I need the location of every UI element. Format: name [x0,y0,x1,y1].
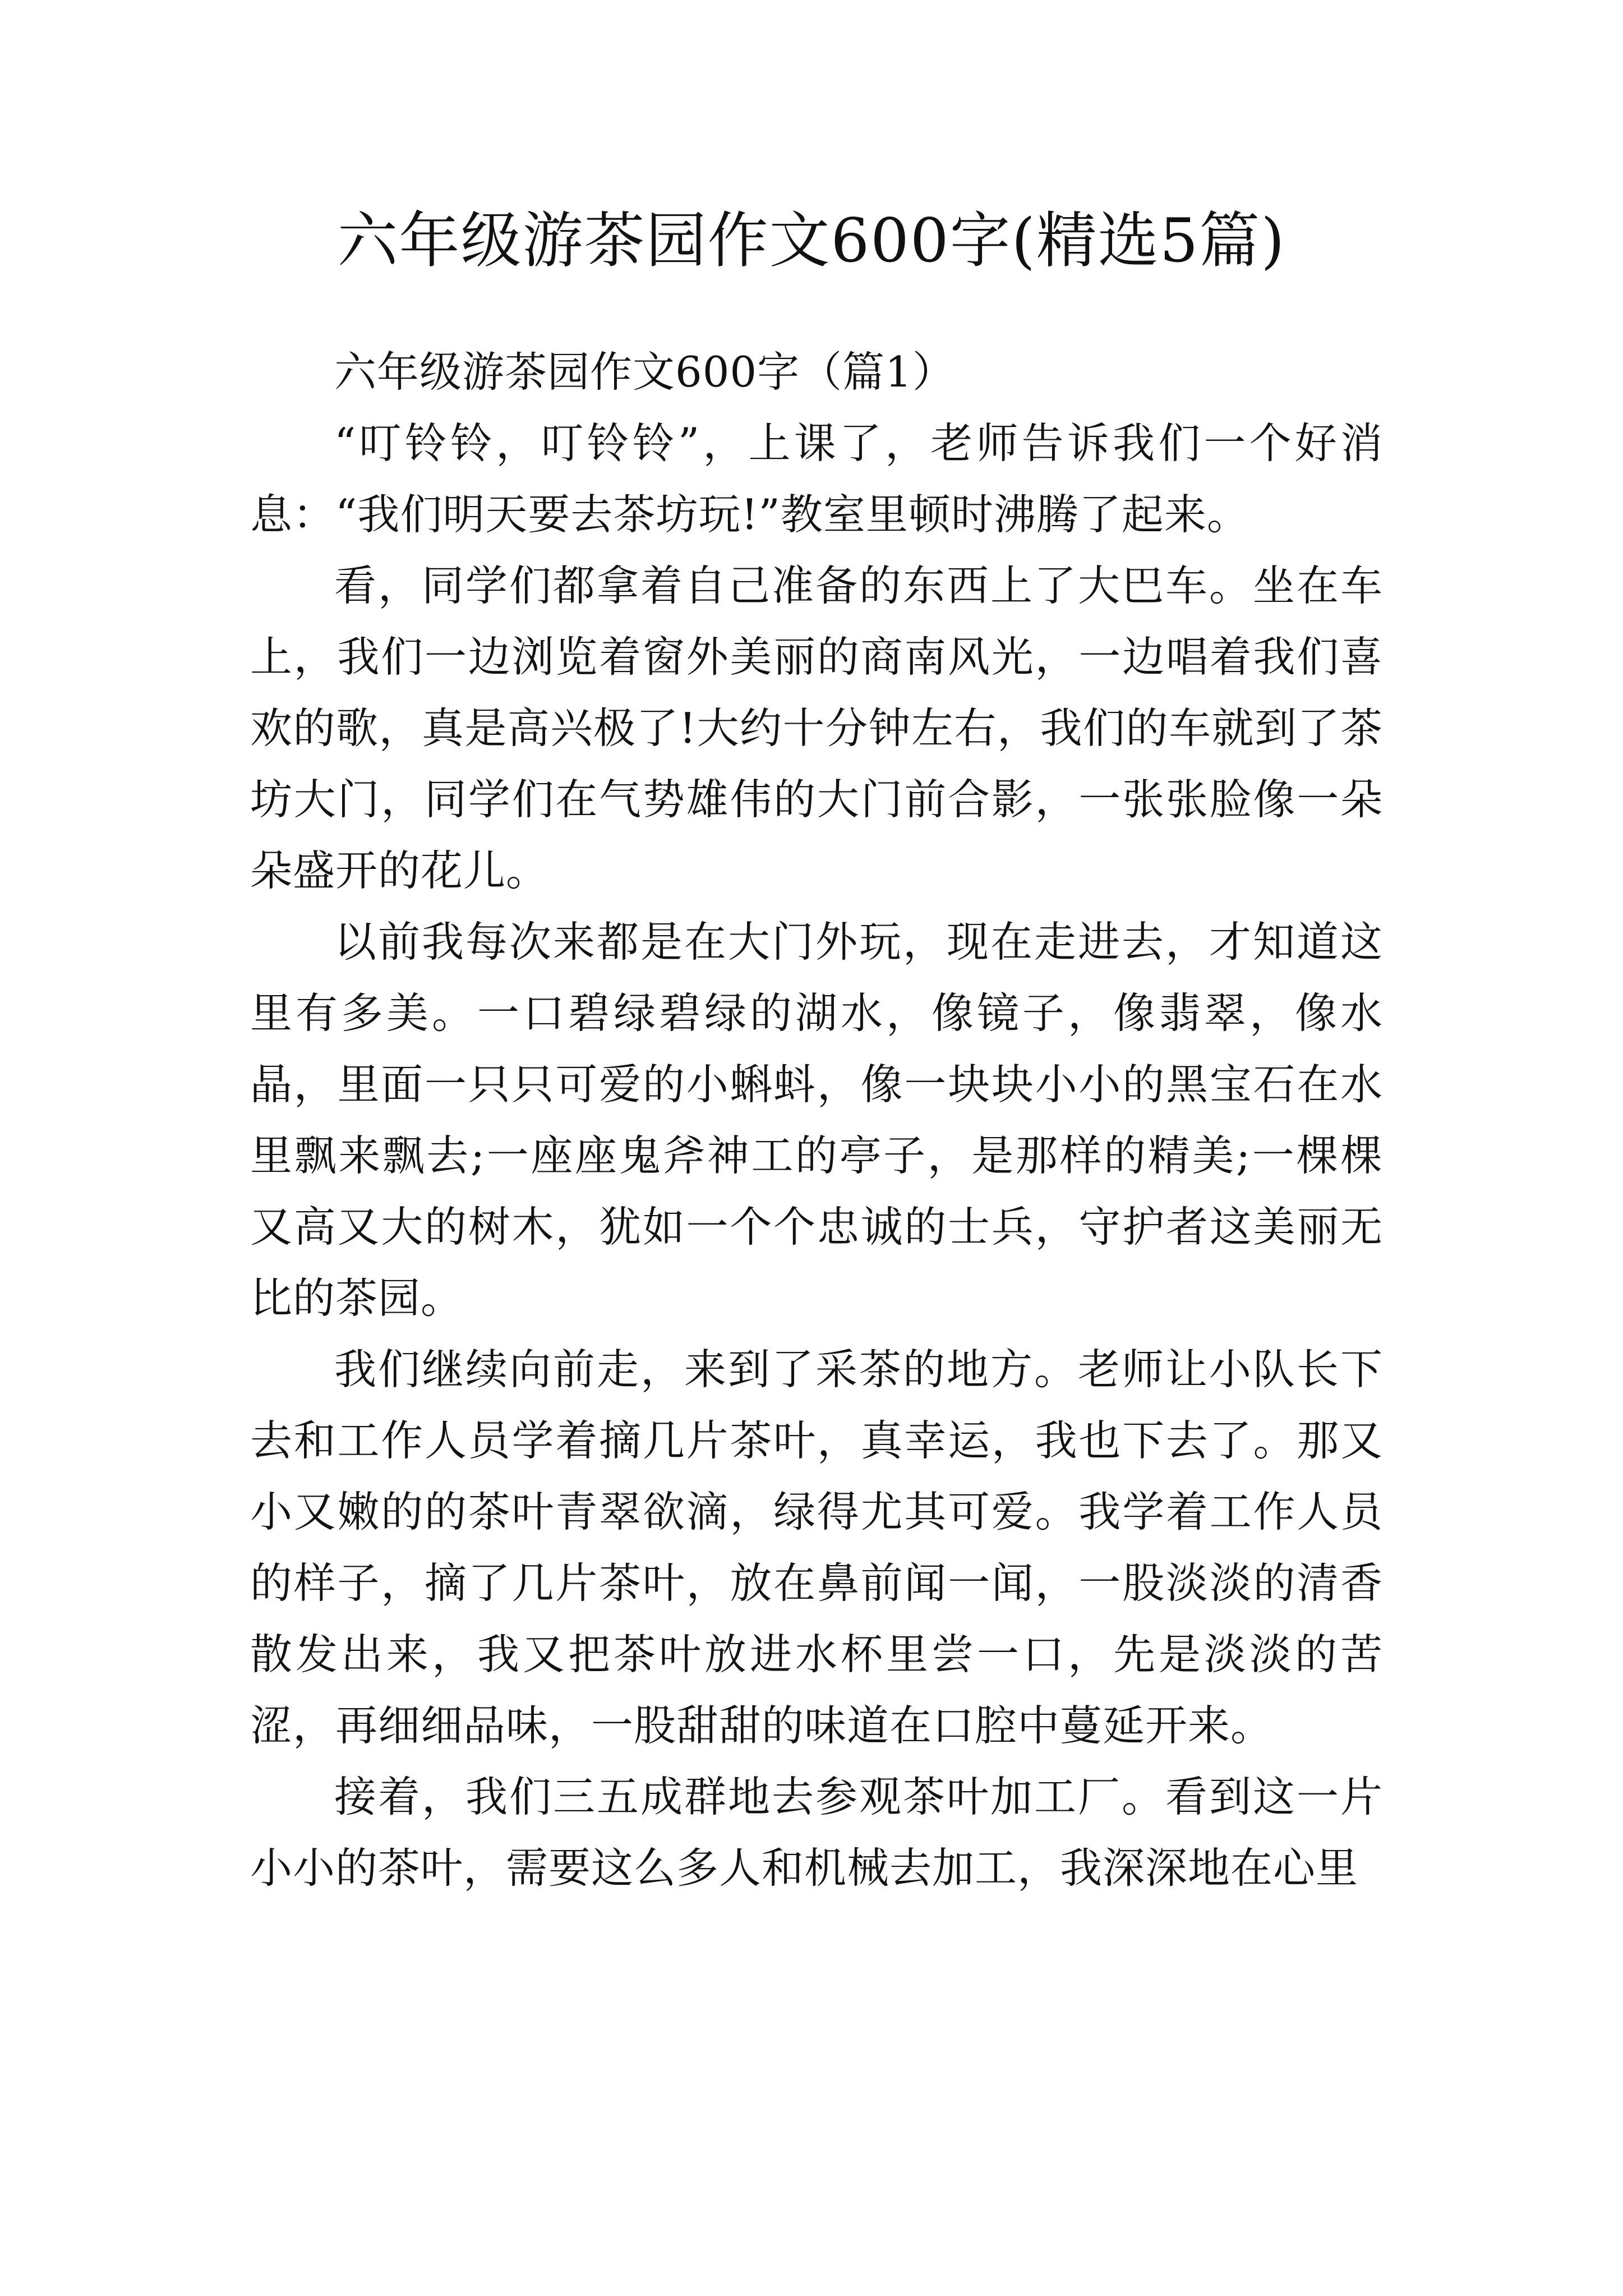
paragraph: 以前我每次来都是在大门外玩，现在走进去，才知道这里有多美。一口碧绿碧绿的湖水，像镜子，像翡翠，像水晶，里面一只只可爱的小蝌蚪，像一块块小小的黑宝石在水里飘来飘去;一座座鬼斧神工的亭子，是那样的精美;一棵棵又高又大的树木，犹如一个个忠诚的士兵，守护者这美丽无比的茶园。 [250,917,1383,1323]
document-body [250,337,1383,1904]
paragraph: 接着，我们三五成群地去参观茶叶加工厂。看到这一片小小的茶叶，需要这么多人和机械去加工，我深深地在心里 [250,1772,1383,1893]
paragraph: 我们继续向前走，来到了采茶的地方。老师让小队长下去和工作人员学着摘几片茶叶，真幸运，我也下去了。那又小又嫩的的茶叶青翠欲滴，绿得尤其可爱。我学着工作人员的样子，摘了几片茶叶，放在鼻前闻一闻，一股淡淡的清香散发出来，我又把茶叶放进水杯里尝一口，先是淡淡的苦涩，再细细品味，一股甜甜的味道在口腔中蔓延开来。 [250,1345,1383,1750]
paragraph: 看，同学们都拿着自己准备的东西上了大巴车。坐在车上，我们一边浏览着窗外美丽的商南风光，一边唱着我们喜欢的歌，真是高兴极了!大约十分钟左右，我们的车就到了茶坊大门，同学们在气势雄伟的大门前合影，一张张脸像一朵朵盛开的花儿。 [250,561,1383,895]
section-heading: 六年级游茶园作文600字（篇1） [334,347,955,397]
paragraph: “叮铃铃，叮铃铃”，上课了，老师告诉我们一个好消息：“我们明天要去茶坊玩!”教室里顿时沸腾了起来。 [250,418,1383,539]
document-title: 六年级游茶园作文600字(精选5篇) [337,206,1286,276]
